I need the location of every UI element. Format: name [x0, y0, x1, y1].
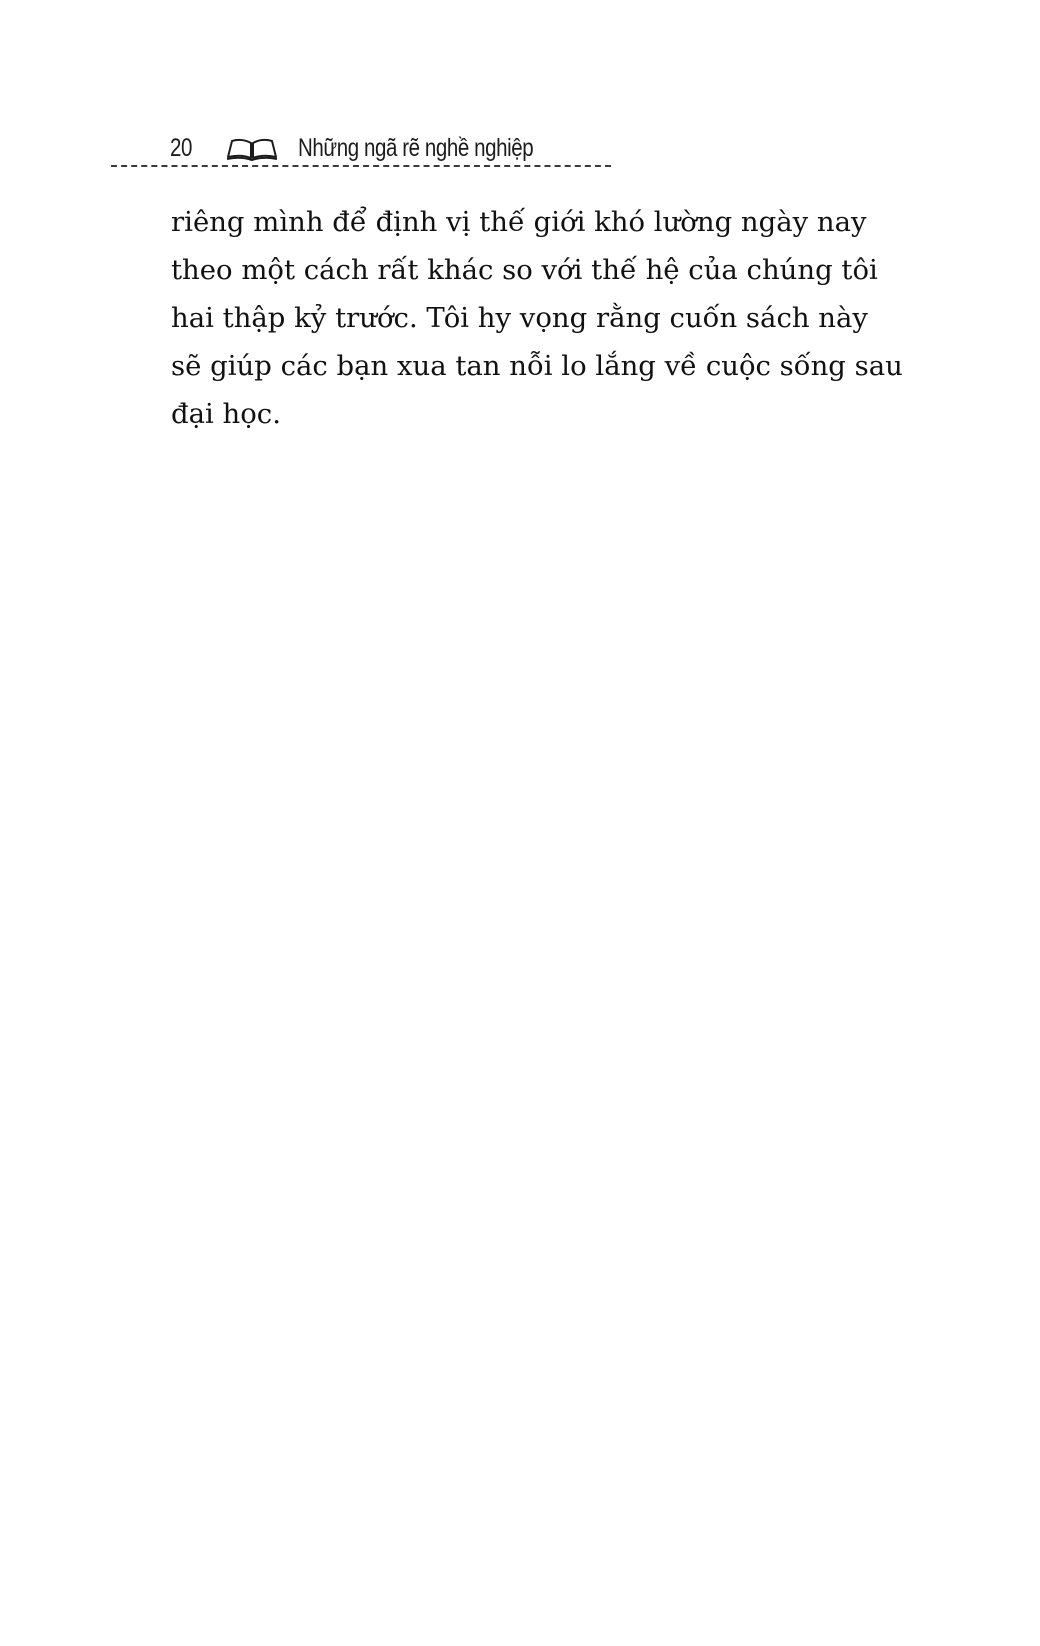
running-title: Những ngã rẽ nghề nghiệp	[298, 133, 534, 162]
body-line: hai thập kỷ trước. Tôi hy vọng rằng cuốn sách này	[171, 302, 868, 334]
body-line: đại học.	[171, 398, 281, 430]
body-paragraph	[171, 198, 903, 438]
page-number: 20	[170, 133, 192, 162]
body-line: sẽ giúp các bạn xua tan nỗi lo lắng về cuộc sống sau	[171, 350, 903, 382]
header-divider	[111, 165, 611, 167]
body-line: riêng mình để định vị thế giới khó lường ngày nay	[171, 206, 867, 238]
body-line: theo một cách rất khác so với thế hệ của chúng tôi	[171, 254, 878, 286]
open-book-icon	[226, 135, 278, 161]
running-header	[170, 128, 585, 168]
